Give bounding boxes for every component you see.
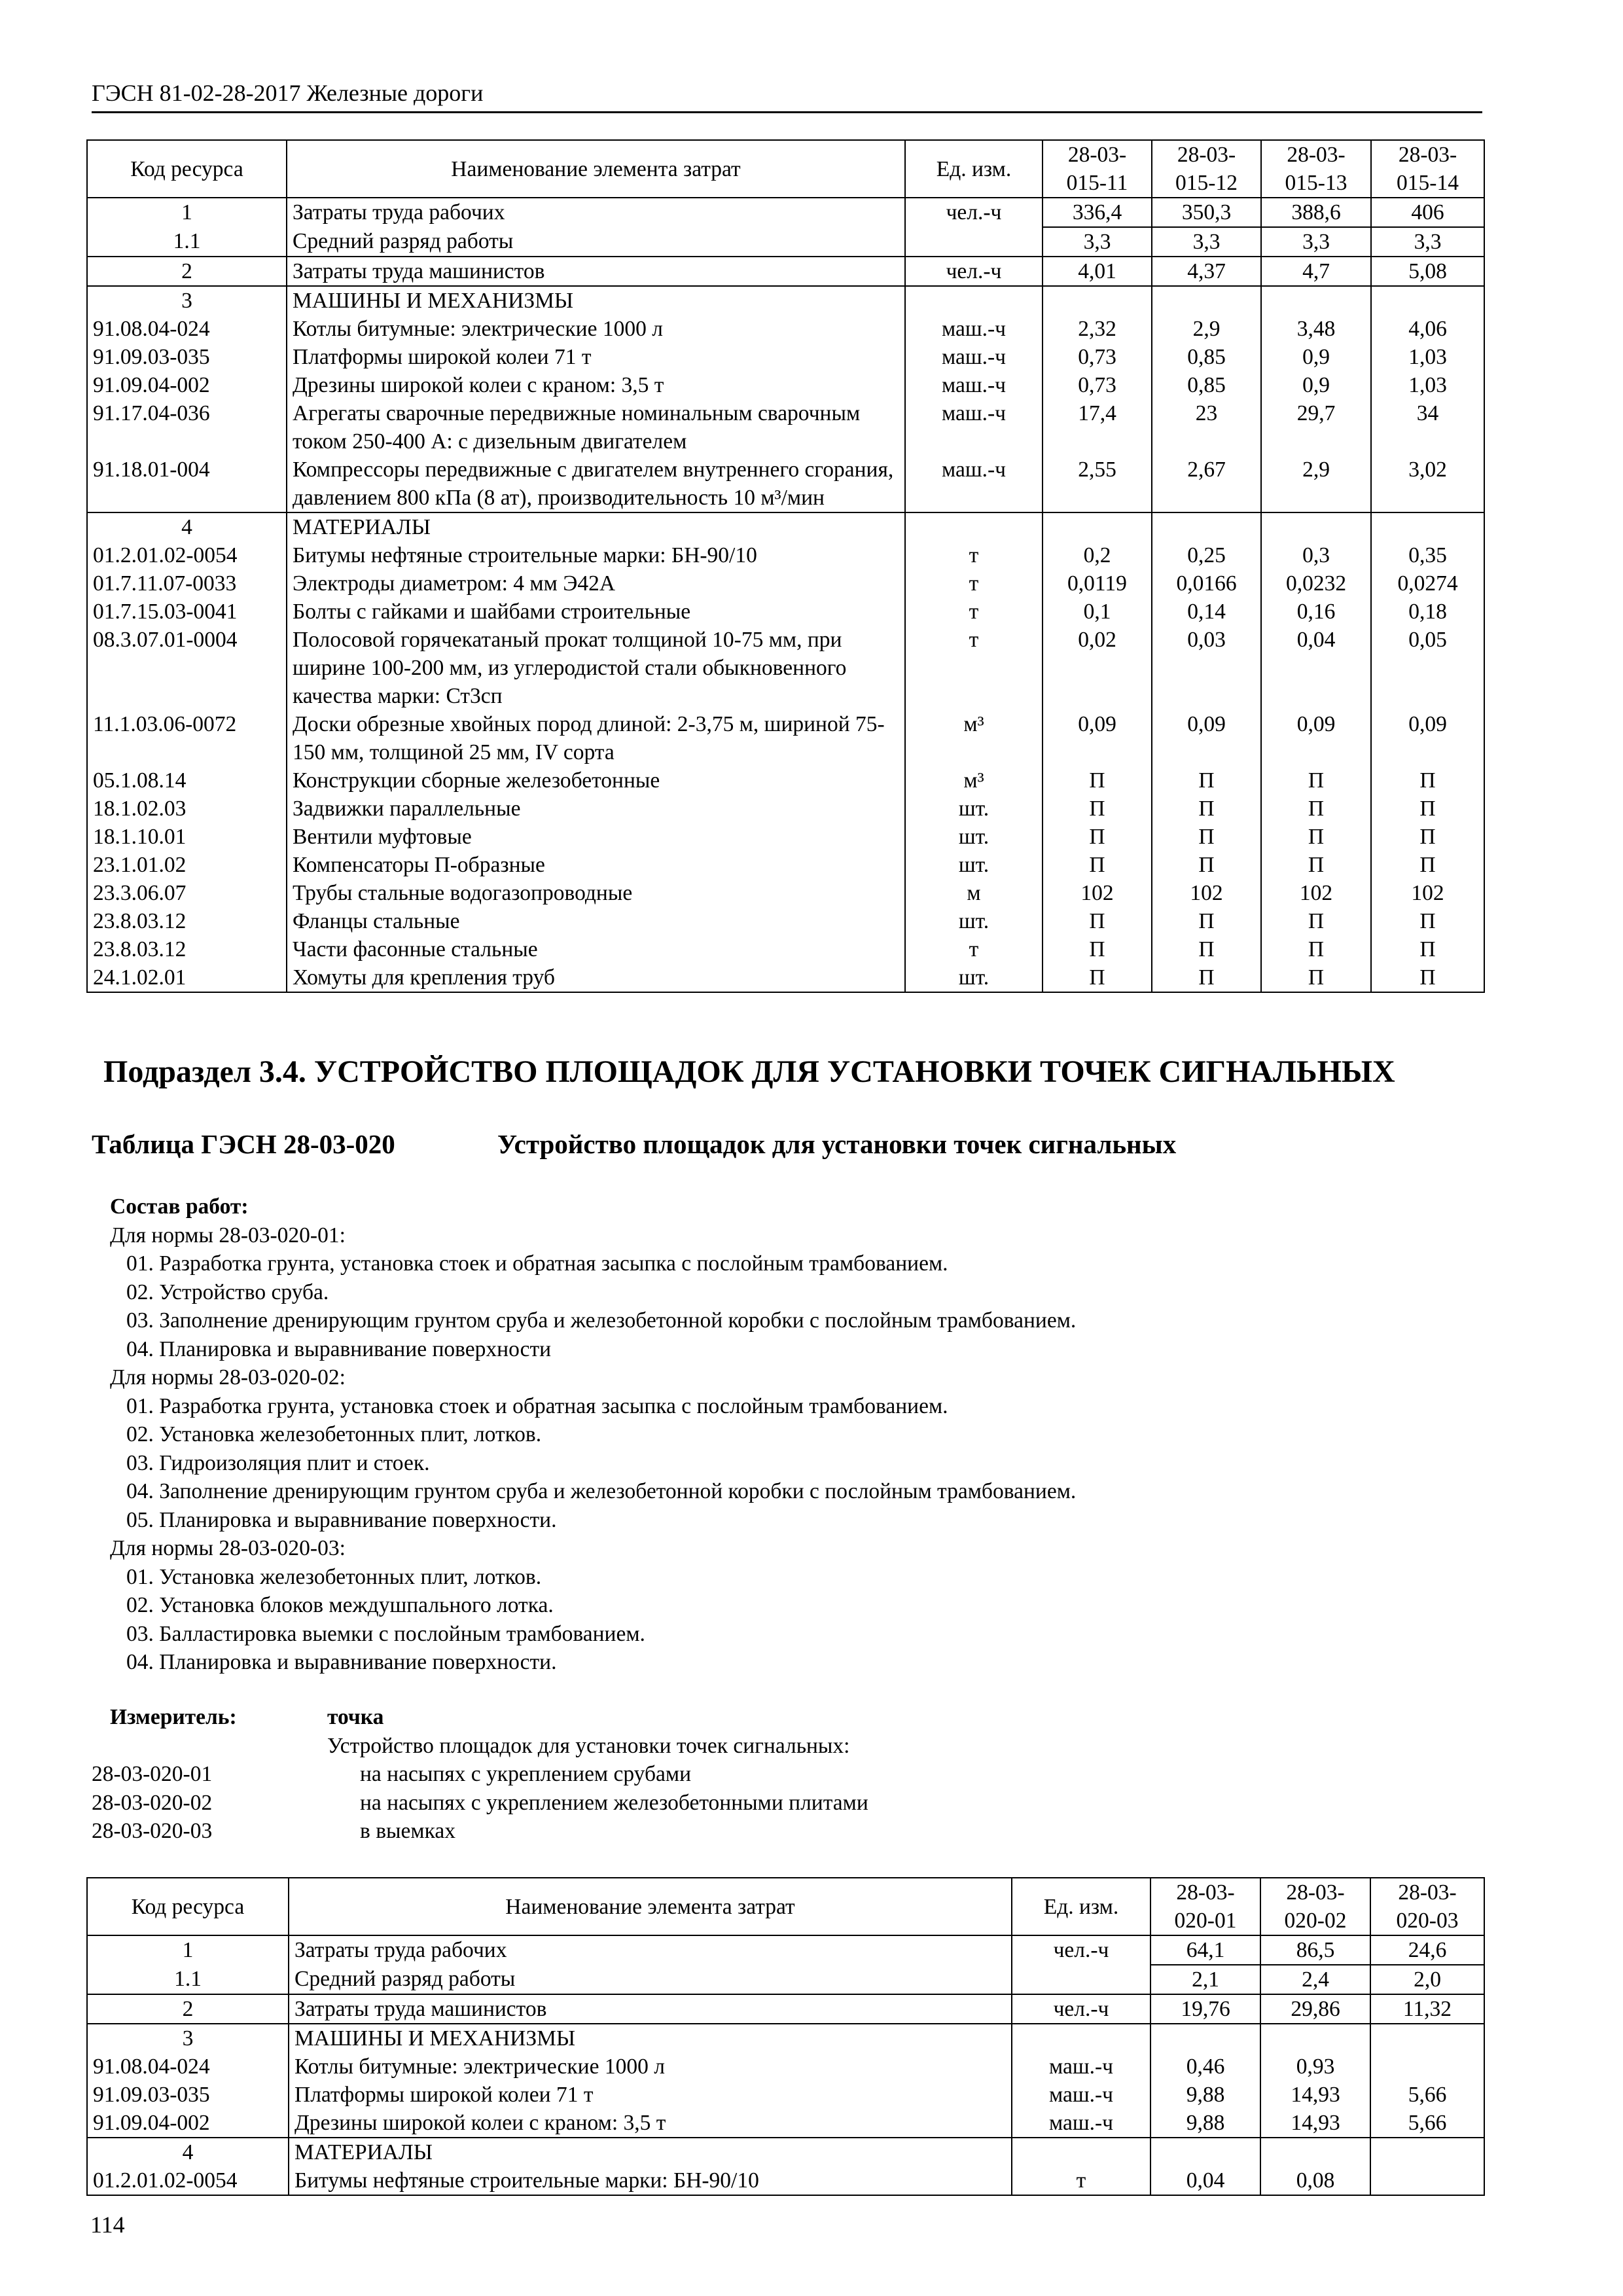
resource-code: 24.1.02.01: [87, 963, 287, 992]
cost-element-name: Битумы нефтяные строительные марки: БН-90/10: [287, 541, 905, 569]
column-header: 28-03- 015-14: [1371, 140, 1484, 198]
norm-value: 2,9: [1152, 315, 1261, 343]
column-header: 28-03- 015-12: [1152, 140, 1261, 198]
resource-code: 4: [87, 2138, 289, 2166]
table-title: [92, 1127, 1176, 1161]
table-row: [87, 2081, 1484, 2109]
resource-code: 2: [87, 257, 287, 286]
cost-element-name: Доски обрезные хвойных пород длиной: 2-3,75 м, шириной 75-150 мм, толщиной 25 мм, IV сорта: [287, 710, 905, 766]
resource-code: 01.7.15.03-0041: [87, 598, 287, 626]
table-row: [87, 907, 1484, 935]
norm-value: 4,37: [1152, 257, 1261, 286]
norm-value: П: [1371, 766, 1484, 795]
norm-value: 2,4: [1260, 1965, 1370, 1994]
table-row: [87, 851, 1484, 879]
resource-code: 05.1.08.14: [87, 766, 287, 795]
norm-value: [1371, 286, 1484, 315]
unit-of-measure: [905, 227, 1043, 257]
column-header: Наименование элемента затрат: [289, 1878, 1012, 1935]
norm-value: П: [1371, 907, 1484, 935]
cost-element-name: Задвижки параллельные: [287, 795, 905, 823]
norm-value: 102: [1371, 879, 1484, 907]
resource-code: 3: [87, 2024, 289, 2053]
column-header: 28-03- 015-13: [1261, 140, 1371, 198]
running-header: ГЭСН 81-02-28-2017 Железные дороги: [92, 77, 1482, 113]
resource-code: 23.1.01.02: [87, 851, 287, 879]
cost-element-name: Дрезины широкой колеи с краном: 3,5 т: [289, 2109, 1012, 2138]
meter-item: [92, 1760, 868, 1789]
cost-element-name: МАШИНЫ И МЕХАНИЗМЫ: [287, 286, 905, 315]
column-header: Ед. изм.: [905, 140, 1043, 198]
unit-of-measure: т: [905, 598, 1043, 626]
table-row: [87, 823, 1484, 851]
unit-of-measure: чел.-ч: [1012, 1935, 1150, 1965]
resource-code: 01.2.01.02-0054: [87, 2166, 289, 2195]
norm-value: 24,6: [1370, 1935, 1484, 1965]
meter-item: [92, 1789, 868, 1818]
norm-value: П: [1043, 795, 1152, 823]
unit-of-measure: шт.: [905, 963, 1043, 992]
norm-code: 28-03-020-03: [92, 1819, 213, 1843]
table-row: [87, 512, 1484, 541]
meter-unit: точка: [327, 1705, 384, 1729]
norm-value: [1371, 512, 1484, 541]
work-step: Для нормы 28-03-020-01:: [110, 1223, 346, 1247]
norm-value: 0,09: [1043, 710, 1152, 766]
norm-value: 0,73: [1043, 371, 1152, 399]
resource-code: 11.1.03.06-0072: [87, 710, 287, 766]
cost-element-name: Платформы широкой колеи 71 т: [289, 2081, 1012, 2109]
norm-value: [1370, 2166, 1484, 2195]
norm-value: 19,76: [1150, 1994, 1260, 2024]
norm-value: П: [1152, 766, 1261, 795]
table-row: [87, 257, 1484, 286]
cost-element-name: Котлы битумные: электрические 1000 л: [287, 315, 905, 343]
table-row: [87, 198, 1484, 227]
norm-value: 2,32: [1043, 315, 1152, 343]
norm-value: П: [1261, 851, 1371, 879]
table-row: [87, 626, 1484, 710]
norm-value: [1152, 512, 1261, 541]
cost-element-name: Затраты труда рабочих: [289, 1935, 1012, 1965]
norm-value: 9,88: [1150, 2109, 1260, 2138]
norm-value: 406: [1371, 198, 1484, 227]
norm-value: 5,66: [1370, 2109, 1484, 2138]
unit-of-measure: [1012, 2024, 1150, 2053]
norm-value: 0,18: [1371, 598, 1484, 626]
unit-of-measure: т: [905, 935, 1043, 963]
unit-of-measure: маш.-ч: [905, 371, 1043, 399]
norm-value: 3,3: [1261, 227, 1371, 257]
work-step: 03. Заполнение дренирующим грунтом сруба и железобетонной коробки с послойным трамбованием.: [126, 1308, 1077, 1333]
table-row: [87, 598, 1484, 626]
cost-element-name: Болты с гайками и шайбами строительные: [287, 598, 905, 626]
column-header: 28-03- 020-01: [1150, 1878, 1260, 1935]
norm-value: 4,7: [1261, 257, 1371, 286]
unit-of-measure: чел.-ч: [905, 257, 1043, 286]
norm-value: П: [1261, 823, 1371, 851]
norm-value: 0,85: [1152, 371, 1261, 399]
work-step: 04. Планировка и выравнивание поверхности.: [126, 1650, 557, 1674]
unit-of-measure: [905, 286, 1043, 315]
norm-value: 29,7: [1261, 399, 1371, 456]
table-row: [87, 766, 1484, 795]
norm-value: [1370, 2024, 1484, 2053]
work-composition-heading: Состав работ:: [110, 1194, 249, 1219]
norm-value: 17,4: [1043, 399, 1152, 456]
norm-value: 0,16: [1261, 598, 1371, 626]
unit-of-measure: маш.-ч: [905, 315, 1043, 343]
table-row: [87, 935, 1484, 963]
work-step: 02. Установка блоков междушпального лотка.: [126, 1593, 554, 1617]
norm-value: 0,3: [1261, 541, 1371, 569]
resource-code: 1.1: [87, 1965, 289, 1994]
cost-element-name: Дрезины широкой колеи с краном: 3,5 т: [287, 371, 905, 399]
norm-value: [1152, 286, 1261, 315]
norm-value: 1,03: [1371, 343, 1484, 371]
norm-value: 2,55: [1043, 456, 1152, 512]
cost-element-name: МАТЕРИАЛЫ: [289, 2138, 1012, 2166]
column-header: 28-03- 020-03: [1370, 1878, 1484, 1935]
norm-value: 86,5: [1260, 1935, 1370, 1965]
norm-value: [1370, 2138, 1484, 2166]
table-row: [87, 795, 1484, 823]
norm-value: 0,02: [1043, 626, 1152, 710]
norm-value: П: [1371, 795, 1484, 823]
resource-code: 01.7.11.07-0033: [87, 569, 287, 598]
norm-value: [1370, 2053, 1484, 2081]
work-step: 01. Разработка грунта, установка стоек и обратная засыпка с послойным трамбованием.: [126, 1393, 948, 1418]
norm-value: 0,03: [1152, 626, 1261, 710]
norm-value: 0,0232: [1261, 569, 1371, 598]
unit-of-measure: т: [905, 626, 1043, 710]
cost-element-name: Затраты труда рабочих: [287, 198, 905, 227]
norm-value: 2,0: [1370, 1965, 1484, 1994]
norm-value: 0,08: [1260, 2166, 1370, 2195]
table-row: [87, 1965, 1484, 1994]
norm-value: П: [1261, 935, 1371, 963]
norm-value: П: [1371, 963, 1484, 992]
unit-of-measure: м: [905, 879, 1043, 907]
norm-value: 3,3: [1152, 227, 1261, 257]
norm-description: на насыпях с укреплением срубами: [360, 1762, 692, 1786]
cost-element-name: Агрегаты сварочные передвижные номинальным сварочным током 250-400 А: с дизельным двигателем: [287, 399, 905, 456]
norm-value: 0,35: [1371, 541, 1484, 569]
norm-value: 23: [1152, 399, 1261, 456]
norm-value: П: [1371, 935, 1484, 963]
norm-value: 5,66: [1370, 2081, 1484, 2109]
norm-value: 0,85: [1152, 343, 1261, 371]
norm-value: П: [1152, 795, 1261, 823]
norm-value: 102: [1261, 879, 1371, 907]
resource-code: 91.09.03-035: [87, 2081, 289, 2109]
unit-of-measure: т: [905, 541, 1043, 569]
norm-value: П: [1152, 935, 1261, 963]
unit-of-measure: м³: [905, 766, 1043, 795]
work-step: 03. Балластировка выемки с послойным трамбованием.: [126, 1621, 645, 1646]
norm-value: П: [1043, 963, 1152, 992]
resource-code: 1.1: [87, 227, 287, 257]
unit-of-measure: т: [1012, 2166, 1150, 2195]
norm-description: на насыпях с укреплением железобетонными плитами: [360, 1790, 868, 1815]
cost-element-name: Фланцы стальные: [287, 907, 905, 935]
norm-value: П: [1152, 823, 1261, 851]
resource-code: 4: [87, 512, 287, 541]
norm-value: 3,3: [1371, 227, 1484, 257]
cost-element-name: МАШИНЫ И МЕХАНИЗМЫ: [289, 2024, 1012, 2053]
norm-value: [1261, 512, 1371, 541]
norm-value: 0,0119: [1043, 569, 1152, 598]
cost-element-name: МАТЕРИАЛЫ: [287, 512, 905, 541]
cost-element-name: Компенсаторы П-образные: [287, 851, 905, 879]
norm-value: 2,1: [1150, 1965, 1260, 1994]
unit-of-measure: маш.-ч: [1012, 2109, 1150, 2138]
norm-value: 9,88: [1150, 2081, 1260, 2109]
meter-description: Устройство площадок для установки точек сигнальных:: [327, 1733, 850, 1758]
norm-value: 336,4: [1043, 198, 1152, 227]
table-row: [87, 2053, 1484, 2081]
norm-value: 4,06: [1371, 315, 1484, 343]
norm-value: 3,02: [1371, 456, 1484, 512]
norm-value: П: [1152, 963, 1261, 992]
norm-value: 34: [1371, 399, 1484, 456]
table-row: [87, 227, 1484, 257]
norm-value: 0,93: [1260, 2053, 1370, 2081]
norm-value: 3,3: [1043, 227, 1152, 257]
cost-element-name: Котлы битумные: электрические 1000 л: [289, 2053, 1012, 2081]
norm-value: 0,46: [1150, 2053, 1260, 2081]
resource-code: 91.17.04-036: [87, 399, 287, 456]
resource-code: 91.18.01-004: [87, 456, 287, 512]
subsection-title: Подраздел 3.4. УСТРОЙСТВО ПЛОЩАДОК ДЛЯ УСТАНОВКИ ТОЧЕК СИГНАЛЬНЫХ: [103, 1054, 1395, 1089]
table-row: [87, 343, 1484, 371]
resource-code: 23.8.03.12: [87, 907, 287, 935]
norm-value: 0,14: [1152, 598, 1261, 626]
work-step: 02. Устройство сруба.: [126, 1280, 329, 1304]
norm-value: 0,73: [1043, 343, 1152, 371]
unit-of-measure: шт.: [905, 795, 1043, 823]
resource-code: 91.09.04-002: [87, 371, 287, 399]
unit-of-measure: маш.-ч: [1012, 2053, 1150, 2081]
norm-value: 2,9: [1261, 456, 1371, 512]
norm-value: [1150, 2024, 1260, 2053]
resource-code: 91.09.03-035: [87, 343, 287, 371]
norm-value: 14,93: [1260, 2109, 1370, 2138]
norm-value: 2,67: [1152, 456, 1261, 512]
unit-of-measure: [905, 512, 1043, 541]
table-row: [87, 963, 1484, 992]
norm-value: П: [1043, 907, 1152, 935]
norm-value: 29,86: [1260, 1994, 1370, 2024]
norm-value: 1,03: [1371, 371, 1484, 399]
table-row: [87, 2024, 1484, 2053]
norm-value: 5,08: [1371, 257, 1484, 286]
unit-of-measure: маш.-ч: [905, 399, 1043, 456]
norm-value: П: [1261, 963, 1371, 992]
cost-element-name: Электроды диаметром: 4 мм Э42А: [287, 569, 905, 598]
table-row: [87, 541, 1484, 569]
norm-value: 0,04: [1150, 2166, 1260, 2195]
cost-element-name: Трубы стальные водогазопроводные: [287, 879, 905, 907]
resource-code: 18.1.10.01: [87, 823, 287, 851]
norm-value: 11,32: [1370, 1994, 1484, 2024]
work-step: 04. Планировка и выравнивание поверхности: [126, 1336, 552, 1361]
table-row: [87, 710, 1484, 766]
resource-code: 23.8.03.12: [87, 935, 287, 963]
norm-value: [1260, 2024, 1370, 2053]
norm-value: П: [1261, 795, 1371, 823]
unit-of-measure: [1012, 2138, 1150, 2166]
resource-code: 1: [87, 1935, 289, 1965]
work-step: 05. Планировка и выравнивание поверхности.: [126, 1507, 557, 1532]
column-header: Код ресурса: [87, 140, 287, 198]
unit-of-measure: чел.-ч: [1012, 1994, 1150, 2024]
norm-code: 28-03-020-01: [92, 1762, 213, 1786]
norm-value: П: [1043, 851, 1152, 879]
cost-element-name: Платформы широкой колеи 71 т: [287, 343, 905, 371]
norm-value: 0,05: [1371, 626, 1484, 710]
norm-value: П: [1371, 823, 1484, 851]
norm-value: 0,9: [1261, 343, 1371, 371]
resource-code: 91.09.04-002: [87, 2109, 289, 2138]
norm-value: [1043, 512, 1152, 541]
cost-element-name: Компрессоры передвижные с двигателем внутреннего сгорания, давлением 800 кПа (8 ат), производительность 10 м³/мин: [287, 456, 905, 512]
cost-element-name: Затраты труда машинистов: [287, 257, 905, 286]
table-number: Таблица ГЭСН 28-03-020: [92, 1129, 395, 1159]
work-step: 04. Заполнение дренирующим грунтом сруба и железобетонной коробки с послойным трамбованием.: [126, 1479, 1077, 1503]
unit-of-measure: м³: [905, 710, 1043, 766]
norm-value: 64,1: [1150, 1935, 1260, 1965]
norm-value: 4,01: [1043, 257, 1152, 286]
norm-value: 14,93: [1260, 2081, 1370, 2109]
table-row: [87, 2138, 1484, 2166]
table-row: [87, 456, 1484, 512]
work-step: 03. Гидроизоляция плит и стоек.: [126, 1450, 430, 1475]
norm-value: П: [1043, 935, 1152, 963]
cost-element-name: Средний разряд работы: [287, 227, 905, 257]
table-row: [87, 371, 1484, 399]
cost-element-name: Битумы нефтяные строительные марки: БН-90/10: [289, 2166, 1012, 2195]
resource-code: 23.3.06.07: [87, 879, 287, 907]
column-header: Код ресурса: [87, 1878, 289, 1935]
work-step: Для нормы 28-03-020-02:: [110, 1365, 346, 1390]
norm-value: [1043, 286, 1152, 315]
resource-code: 01.2.01.02-0054: [87, 541, 287, 569]
norm-value: 0,09: [1371, 710, 1484, 766]
resource-table-1: [86, 139, 1485, 993]
cost-element-name: Средний разряд работы: [289, 1965, 1012, 1994]
table-row: [87, 2109, 1484, 2138]
norm-value: П: [1261, 907, 1371, 935]
table-row: [87, 1935, 1484, 1965]
norm-value: [1260, 2138, 1370, 2166]
table-row: [87, 879, 1484, 907]
cost-element-name: Части фасонные стальные: [287, 935, 905, 963]
unit-of-measure: чел.-ч: [905, 198, 1043, 227]
norm-value: 0,09: [1152, 710, 1261, 766]
norm-value: 0,9: [1261, 371, 1371, 399]
norm-value: 0,2: [1043, 541, 1152, 569]
unit-of-measure: шт.: [905, 823, 1043, 851]
norm-value: 102: [1152, 879, 1261, 907]
norm-value: П: [1043, 823, 1152, 851]
norm-value: П: [1043, 766, 1152, 795]
column-header: Ед. изм.: [1012, 1878, 1150, 1935]
column-header: Наименование элемента затрат: [287, 140, 905, 198]
norm-value: 0,25: [1152, 541, 1261, 569]
norm-value: 0,1: [1043, 598, 1152, 626]
norm-value: 388,6: [1261, 198, 1371, 227]
resource-table-2: [86, 1877, 1485, 2196]
unit-of-measure: маш.-ч: [905, 456, 1043, 512]
resource-code: 2: [87, 1994, 289, 2024]
cost-element-name: Полосовой горячекатаный прокат толщиной 10-75 мм, при ширине 100-200 мм, из углеродистой стали обыкновенного качества марки: Ст3сп: [287, 626, 905, 710]
resource-code: 3: [87, 286, 287, 315]
resource-code: 91.08.04-024: [87, 2053, 289, 2081]
work-step: 01. Установка железобетонных плит, лотков.: [126, 1564, 542, 1589]
norm-value: 0,0274: [1371, 569, 1484, 598]
norm-value: 3,48: [1261, 315, 1371, 343]
norm-value: П: [1152, 851, 1261, 879]
meter-item: [92, 1817, 868, 1846]
meter-label: Измеритель:: [110, 1705, 237, 1729]
work-step: Для нормы 28-03-020-03:: [110, 1536, 346, 1560]
table-row: [87, 1994, 1484, 2024]
table-row: [87, 399, 1484, 456]
unit-of-measure: шт.: [905, 851, 1043, 879]
norm-description: в выемках: [360, 1819, 455, 1843]
norm-value: 102: [1043, 879, 1152, 907]
table-row: [87, 315, 1484, 343]
norm-value: П: [1152, 907, 1261, 935]
unit-of-measure: маш.-ч: [905, 343, 1043, 371]
column-header: 28-03- 015-11: [1043, 140, 1152, 198]
work-step: 01. Разработка грунта, установка стоек и обратная засыпка с послойным трамбованием.: [126, 1251, 948, 1276]
norm-value: [1261, 286, 1371, 315]
norm-value: 0,04: [1261, 626, 1371, 710]
cost-element-name: Конструкции сборные железобетонные: [287, 766, 905, 795]
unit-of-measure: [1012, 1965, 1150, 1994]
cost-element-name: Хомуты для крепления труб: [287, 963, 905, 992]
table-row: [87, 2166, 1484, 2195]
measurement-unit: [92, 1703, 868, 1846]
table-row: [87, 286, 1484, 315]
cost-element-name: Затраты труда машинистов: [289, 1994, 1012, 2024]
page-number: 114: [90, 2212, 125, 2238]
table-name: Устройство площадок для установки точек сигнальных: [497, 1129, 1177, 1159]
norm-value: 0,09: [1261, 710, 1371, 766]
work-step: 02. Установка железобетонных плит, лотков.: [126, 1422, 542, 1446]
norm-value: 0,0166: [1152, 569, 1261, 598]
resource-code: 08.3.07.01-0004: [87, 626, 287, 710]
work-composition: [110, 1193, 1076, 1677]
norm-value: [1150, 2138, 1260, 2166]
norm-value: П: [1371, 851, 1484, 879]
resource-code: 91.08.04-024: [87, 315, 287, 343]
resource-code: 1: [87, 198, 287, 227]
table-row: [87, 569, 1484, 598]
norm-code: 28-03-020-02: [92, 1790, 213, 1815]
unit-of-measure: маш.-ч: [1012, 2081, 1150, 2109]
column-header: 28-03- 020-02: [1260, 1878, 1370, 1935]
norm-value: П: [1261, 766, 1371, 795]
unit-of-measure: шт.: [905, 907, 1043, 935]
unit-of-measure: т: [905, 569, 1043, 598]
cost-element-name: Вентили муфтовые: [287, 823, 905, 851]
resource-code: 18.1.02.03: [87, 795, 287, 823]
norm-value: 350,3: [1152, 198, 1261, 227]
